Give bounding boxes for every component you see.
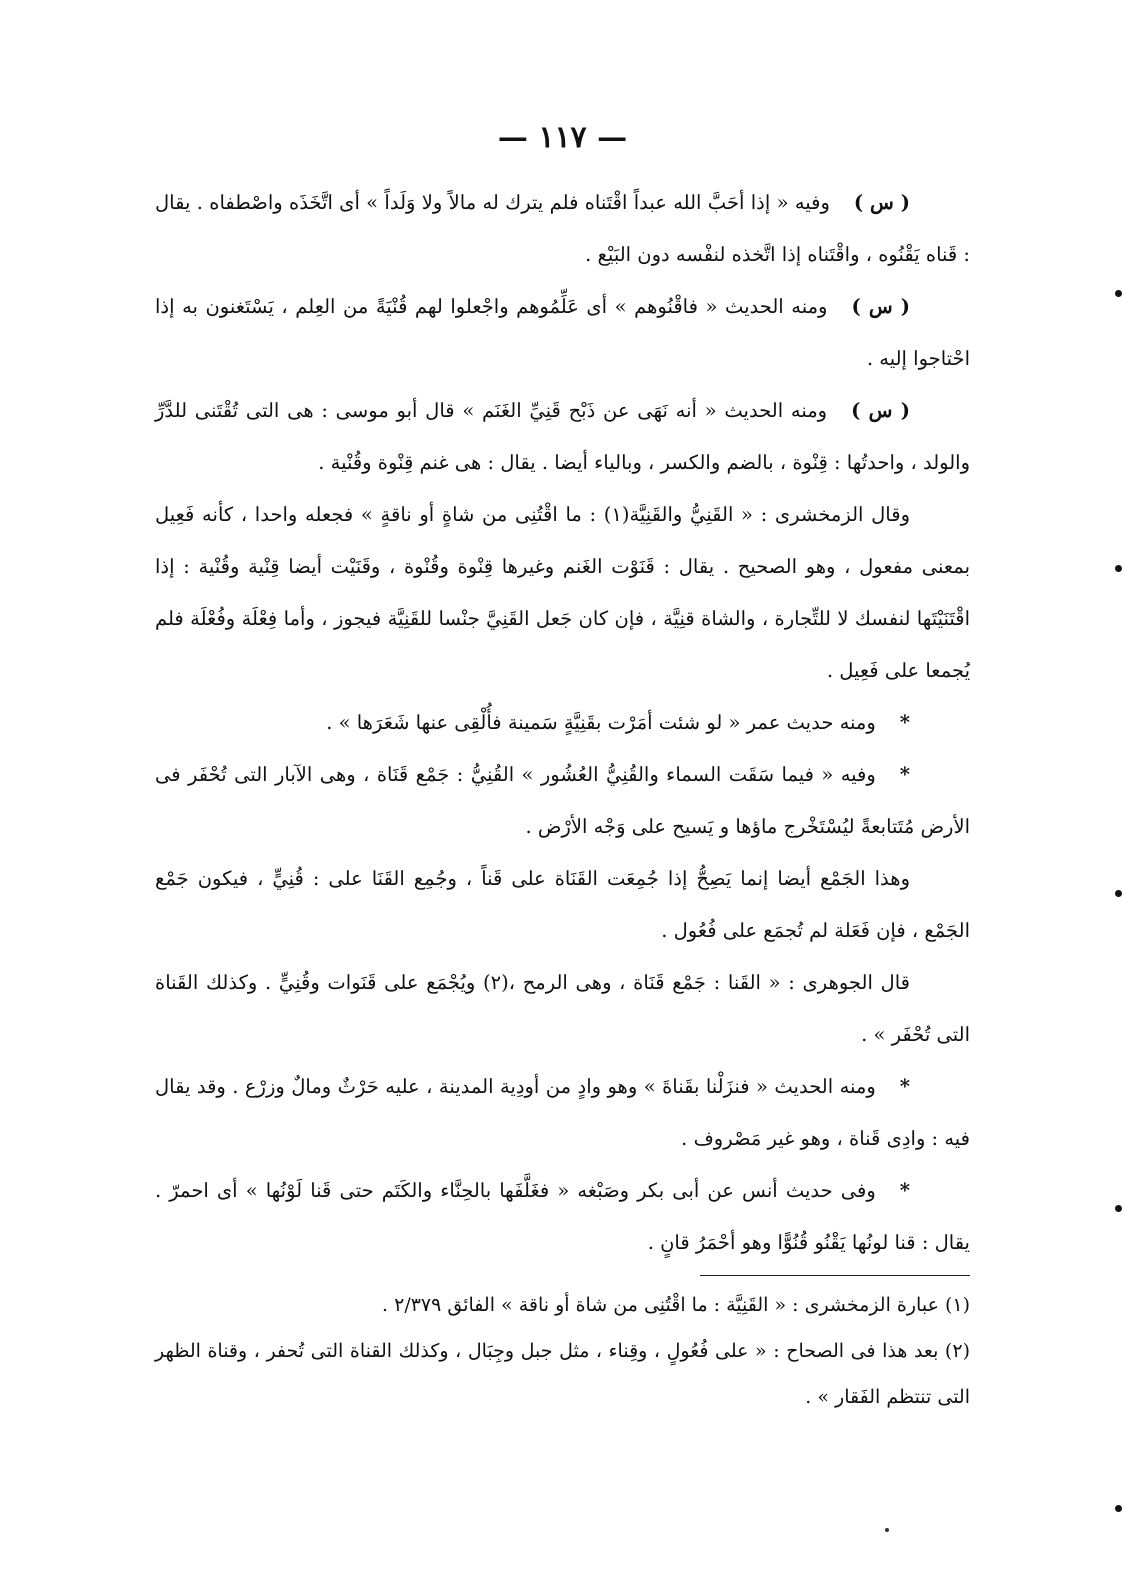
document-page bbox=[155, 120, 970, 1420]
paragraph bbox=[155, 1061, 970, 1165]
scan-edge-mark bbox=[1115, 565, 1122, 572]
paragraph-text: وهذا الجَمْع أيضا إنما يَصِحُّ إذا جُمِعَت القَنَاة على قَناً ، وجُمِع القَنَا على : قُنِيٍّ ، فيكون جَمْع الجَمْع ، فإن فَعَلة لم تُجمَع على فُعُول . bbox=[155, 867, 970, 942]
paragraph bbox=[155, 853, 970, 957]
scan-edge-mark bbox=[1115, 290, 1122, 297]
paragraph-marker: * bbox=[899, 1179, 910, 1202]
paragraph-marker: ( س ) bbox=[851, 399, 910, 422]
paragraph-text: وقال الزمخشرى : « القَنِيُّ والقَنِيَّة(١) : ما اقْتُنِى من شاةٍ أو ناقةٍ » فجعله واحدا ، كأنه فَعِيل بمعنى مفعول ، وهو الصحيح . يقال : قَنَوْت الغَنم وغيرها قِنْوة وقُنْوة ، وقَنَيْت أيضا قِنْية وقُنْية : إذا اقْتَنَيْتَها لنفسك لا للتِّجارة ، والشاة قنِيَّة ، فإن كان جَعل القَنِيَّ جنْسا للقَنِيَّة فيجوز ، وأما فِعْلَة وفُعْلَة فلم يُجمعا على فَعِيل . bbox=[155, 503, 970, 682]
paragraph bbox=[155, 385, 970, 489]
paragraph-marker: * bbox=[899, 1075, 910, 1098]
footnote: (٢) بعد هذا فى الصحاح : « على فُعُولٍ ، وقِناء ، مثل جبل وجِبَال ، وكذلك القناة التى تُحفر ، وقناة الظهر التى تنتظم الفَقار » . bbox=[155, 1340, 970, 1408]
paragraph-text: وفيه « إذا أحَبَّ الله عبداً اقْتَناه فلم يترك له مالاً ولا وَلَداً » أى اتَّخَذَه واصْطفاه . يقال : قَناه يَقْنُوه ، واقْتَناه إذا اتَّخذه لنفْسه دون البَيْع . bbox=[155, 191, 970, 266]
paragraph bbox=[155, 281, 970, 385]
footnote-divider bbox=[700, 1275, 970, 1276]
paragraph-text: قال الجوهرى : « القَنا : جَمْع قَنَاة ، وهى الرمح ،(٢) ويُجْمَع على قَنَوات وقُنِيٍّ . وكذلك القَناة التى تُحْفَر » . bbox=[155, 971, 970, 1046]
paragraph-text: وفيه « فيما سَقَت السماء والقُنِيُّ العُشُور » القُنِيُّ : جَمْع قَنَاة ، وهى الآبار التى تُحْفَر فى الأرض مُتَتابعةً ليُسْتَخْرج ماؤها و يَسيح على وَجْه الأرْض . bbox=[155, 763, 970, 838]
paragraph bbox=[155, 957, 970, 1061]
paragraph bbox=[155, 697, 970, 749]
paragraph bbox=[155, 489, 970, 697]
paragraph-marker: * bbox=[899, 711, 910, 734]
paragraph bbox=[155, 177, 970, 281]
page-number: — ١١٧ — bbox=[497, 120, 628, 155]
paragraph-text: ومنه حديث عمر « لو شئت أمَرْت بقَنِيَّةٍ سَمينة فأُلْقِى عنها شَعَرَها » . bbox=[326, 711, 876, 734]
paragraph-marker: ( س ) bbox=[853, 191, 910, 214]
paragraph-text: ومنه الحديث « فنزَلْنا بقَناةَ » وهو وادٍ من أودِية المدينة ، عليه حَرْثٌ ومالٌ وزرْع . وقد يقال فيه : وادِى قَناة ، وهو غير مَصْروف . bbox=[155, 1075, 970, 1150]
paragraph-marker: ( س ) bbox=[851, 295, 910, 318]
scan-speck bbox=[885, 1528, 889, 1532]
scan-edge-mark bbox=[1115, 1205, 1122, 1212]
paragraph-text: ومنه الحديث « فاقْنُوهم » أى عَلِّمُوهم واجْعلوا لهم قُنْيَةً من العِلم ، يَسْتَغنون به إذا احْتاجوا إليه . bbox=[155, 295, 970, 370]
main-text bbox=[155, 177, 970, 1269]
paragraph bbox=[155, 749, 970, 853]
paragraph bbox=[155, 1165, 970, 1269]
footnotes bbox=[155, 1282, 970, 1420]
paragraph-text: وفى حديث أنس عن أبى بكر وصَبْغه « فغَلَّفَها بالحِنَّاء والكَتَم حتى قَنا لَوْنُها » أى احمرّ . يقال : قنا لونُها يَقْنُو قُنُوًّا وهو أحْمَرُ قانٍ . bbox=[155, 1179, 970, 1254]
paragraph-text: ومنه الحديث « أنه نَهَى عن ذَبْح قَنِيِّ الغَنَم » قال أبو موسى : هى التى تُقْتَنى للدَّرِّ والولد ، واحدتُها : قِنْوة ، بالضم والكسر ، وبالياء أيضا . يقال : هى غنم قِنْوة وقُنْية . bbox=[155, 399, 970, 474]
footnote: (١) عبارة الزمخشرى : « القَنِيَّة : ما اقْتُنِى من شاة أو ناقة » الفائق ٢/٣٧٩ . bbox=[382, 1294, 970, 1316]
scan-edge-mark bbox=[1115, 1505, 1122, 1512]
paragraph-marker: * bbox=[899, 763, 910, 786]
scan-edge-mark bbox=[1115, 890, 1122, 897]
